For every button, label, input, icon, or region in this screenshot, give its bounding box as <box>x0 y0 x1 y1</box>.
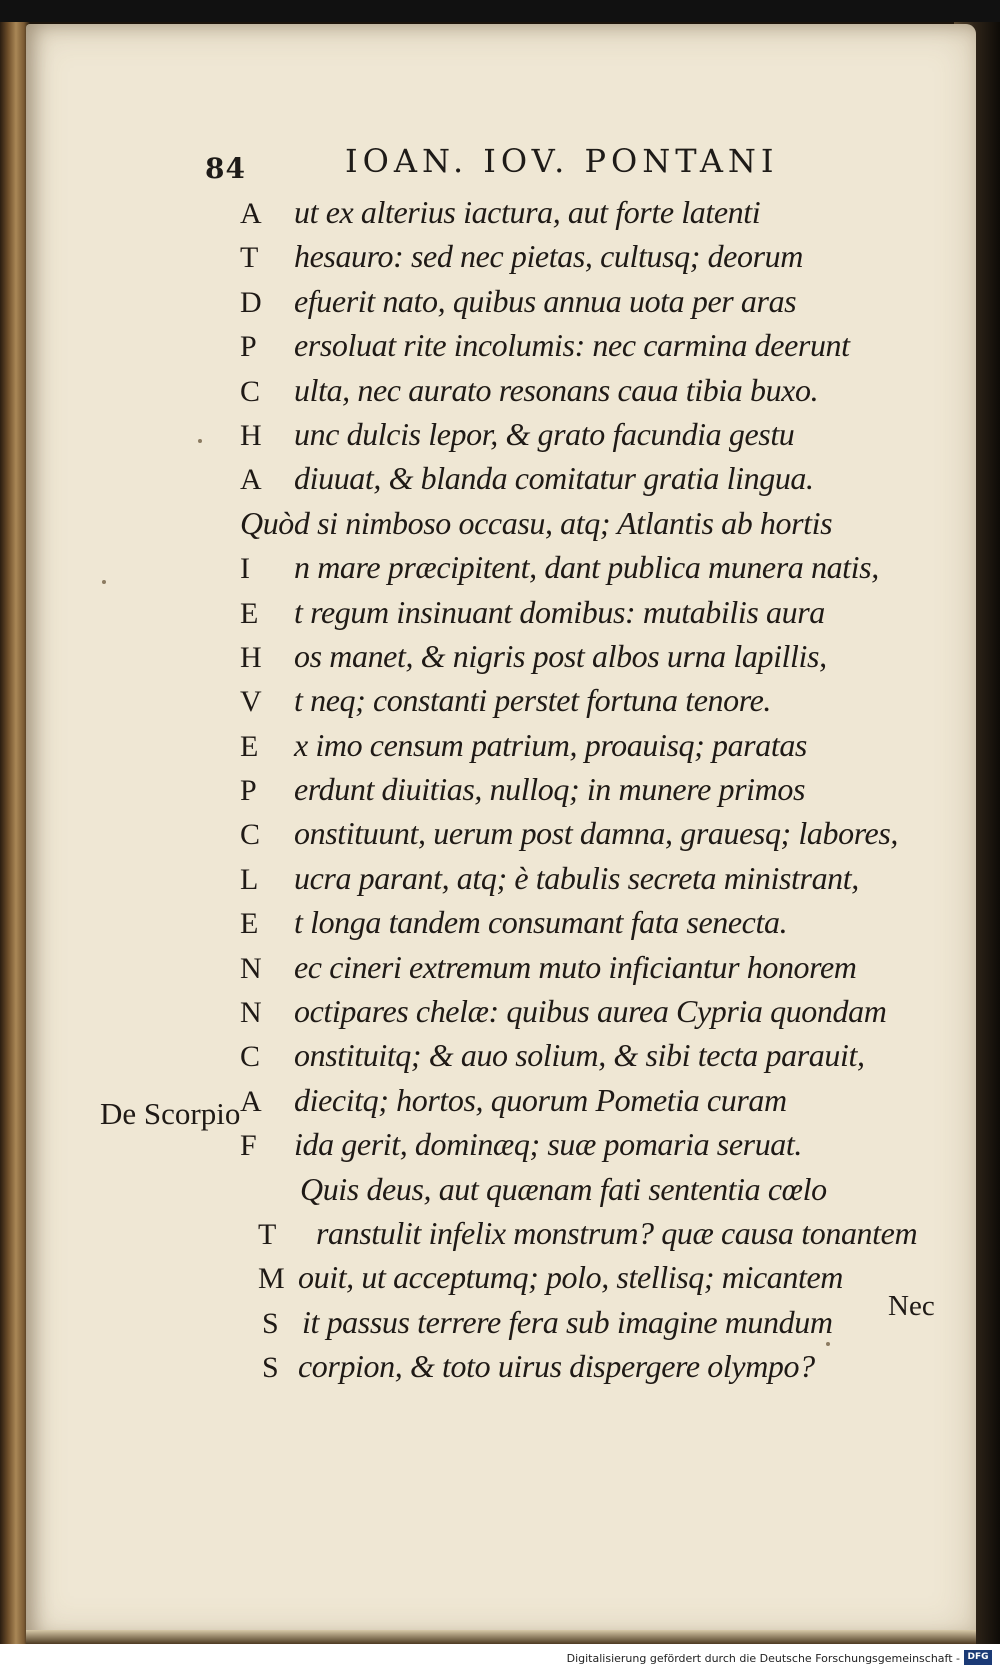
verse-block <box>240 194 920 1393</box>
page-bottom-edge <box>26 1630 976 1644</box>
verse-line <box>240 638 920 682</box>
verse-text: t neq; constanti perstet fortuna tenore. <box>294 682 771 719</box>
verse-text: diuuat, & blanda comitatur gratia lingua. <box>294 460 814 497</box>
funding-attribution: Digitalisierung gefördert durch die Deutsche Forschungsgemeinschaft - <box>566 1652 960 1665</box>
verse-line <box>240 993 920 1037</box>
verse-text: ouit, ut acceptumq; polo, stellisq; micantem <box>298 1259 843 1296</box>
verse-line <box>240 594 920 638</box>
verse-initial: E <box>240 729 259 763</box>
verse-text: x imo censum patrium, proauisq; paratas <box>294 726 807 763</box>
verse-line-paragraph-start <box>240 505 920 549</box>
verse-line <box>240 238 920 282</box>
verse-line <box>240 949 920 993</box>
verse-text: unc dulcis lepor, & grato facundia gestu <box>294 415 795 452</box>
verse-initial: I <box>240 552 250 586</box>
verse-initial: E <box>240 907 259 941</box>
footer-bar <box>0 1644 1000 1676</box>
verse-initial: H <box>240 418 262 452</box>
verse-line <box>240 416 920 460</box>
verse-text: ida gerit, dominæq; suæ pomaria seruat. <box>294 1126 802 1163</box>
verse-initial: N <box>240 951 262 985</box>
verse-line <box>240 1037 920 1081</box>
verse-line <box>240 682 920 726</box>
verse-initial: M <box>258 1262 285 1296</box>
verse-line <box>240 727 920 771</box>
verse-text: ulta, nec aurato resonans caua tibia buxo. <box>294 371 819 408</box>
verse-text: corpion, & toto uirus dispergere olympo? <box>298 1348 815 1385</box>
verse-text: Quis deus, aut quænam fati sententia cœlo <box>300 1170 827 1207</box>
verse-initial: P <box>240 774 257 808</box>
verse-initial: V <box>240 685 262 719</box>
scan-top-border <box>0 0 1000 22</box>
verse-text: os manet, & nigris post albos urna lapillis, <box>294 637 827 674</box>
verse-initial: D <box>240 285 262 319</box>
verse-line <box>240 1348 920 1392</box>
verse-initial: S <box>262 1306 279 1340</box>
verse-text: n mare præcipitent, dant publica munera natis, <box>294 549 879 586</box>
verse-line <box>240 327 920 371</box>
verse-text: onstituunt, uerum post damna, grauesq; labores, <box>294 815 899 852</box>
verse-line <box>240 460 920 504</box>
verse-initial: S <box>262 1351 279 1385</box>
verse-text: ersoluat rite incolumis: nec carmina deerunt <box>294 327 850 364</box>
verse-line <box>240 1082 920 1126</box>
verse-text: ucra parant, atq; è tabulis secreta ministrant, <box>294 859 859 896</box>
verse-initial: C <box>240 818 261 852</box>
verse-text: octipares chelæ: quibus aurea Cypria quondam <box>294 993 887 1030</box>
verse-line <box>240 1304 920 1348</box>
verse-text: ut ex alterius iactura, aut forte latenti <box>294 194 761 230</box>
paper-speck <box>198 439 202 443</box>
verse-line <box>240 771 920 815</box>
verse-line-paragraph-start <box>240 1171 920 1215</box>
verse-line <box>240 283 920 327</box>
verse-initial: A <box>240 463 262 497</box>
verse-initial: A <box>240 1084 262 1118</box>
verse-text: ec cineri extremum muto inficiantur honorem <box>294 948 857 985</box>
verse-text: erdunt diuitias, nulloq; in munere primos <box>294 771 805 808</box>
verse-initial: C <box>240 374 261 408</box>
verse-initial: N <box>240 996 262 1030</box>
verse-line <box>240 860 920 904</box>
paper-speck <box>102 580 106 584</box>
verse-line <box>240 372 920 416</box>
verse-line <box>240 1126 920 1170</box>
verse-line <box>240 904 920 948</box>
catchword: Nec <box>888 1290 935 1322</box>
verse-line <box>240 1259 920 1303</box>
page-number: 84 <box>205 152 246 185</box>
marginal-note: De Scorpio <box>100 1096 241 1131</box>
verse-initial: C <box>240 1040 261 1074</box>
verse-initial: L <box>240 862 259 896</box>
verse-text: it passus terrere fera sub imagine mundum <box>302 1303 833 1340</box>
verse-initial: P <box>240 330 257 364</box>
verse-text: efuerit nato, quibus annua uota per aras <box>294 282 797 319</box>
dfg-logo: DFG <box>964 1650 992 1665</box>
verse-initial: F <box>240 1129 257 1163</box>
verse-initial: H <box>240 640 262 674</box>
running-head: IOAN. IOV. PONTANI <box>345 142 779 180</box>
verse-initial: E <box>240 596 259 630</box>
page-header <box>205 142 815 192</box>
verse-text: Quòd si nimboso occasu, atq; Atlantis ab hortis <box>240 504 833 541</box>
verse-initial: A <box>240 197 262 230</box>
verse-text: t longa tandem consumant fata senecta. <box>294 904 788 941</box>
verse-line <box>240 194 920 238</box>
verse-line <box>240 815 920 859</box>
verse-initial: T <box>240 241 259 275</box>
verse-text: hesauro: sed nec pietas, cultusq; deorum <box>294 238 803 275</box>
verse-line <box>240 1215 920 1259</box>
verse-text: diecitq; hortos, quorum Pometia curam <box>294 1081 787 1118</box>
verse-text: onstituitq; & auo solium, & sibi tecta parauit, <box>294 1037 865 1074</box>
verse-text: t regum insinuant domibus: mutabilis aura <box>294 593 825 630</box>
verse-line <box>240 549 920 593</box>
verse-text: ranstulit infelix monstrum? quæ causa tonantem <box>316 1214 918 1251</box>
verse-initial: T <box>258 1217 277 1251</box>
